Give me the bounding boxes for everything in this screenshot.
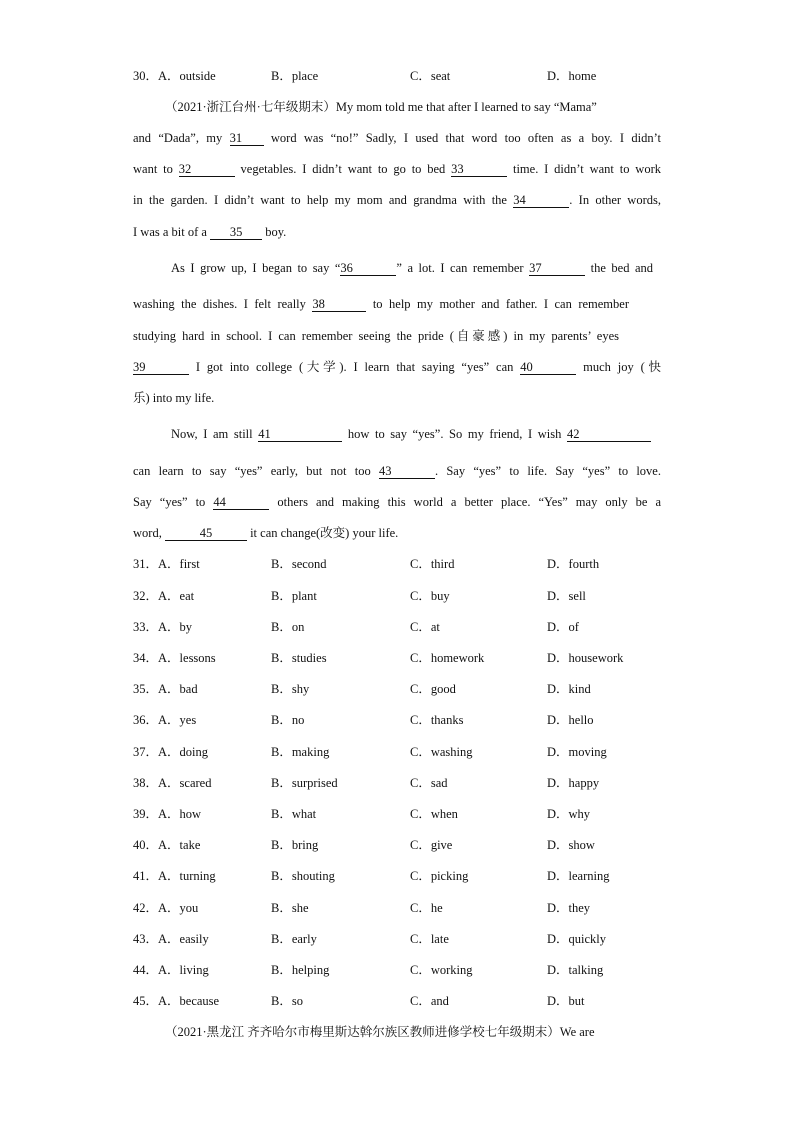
question-32-options [133, 588, 673, 604]
passage-line-11 [171, 426, 651, 442]
blank-39[interactable]: 39 [133, 360, 189, 375]
option-a-text: A．scared [158, 776, 212, 790]
option-a[interactable]: A．outside [158, 69, 216, 83]
option-a[interactable] [133, 868, 216, 884]
option-a[interactable] [133, 712, 196, 728]
option-a[interactable] [133, 962, 209, 978]
option-d[interactable]: D．quickly [547, 932, 607, 946]
option-d[interactable]: D．home [547, 69, 597, 83]
option-a-text: A．doing [158, 745, 209, 759]
blank-33[interactable]: 33 [451, 162, 507, 177]
option-c[interactable]: C．sad [410, 776, 448, 790]
blank-44[interactable]: 44 [213, 495, 269, 510]
option-a-text: A．lessons [158, 651, 216, 665]
option-a-text: A．you [158, 901, 199, 915]
option-a[interactable] [133, 619, 192, 635]
option-a[interactable] [133, 588, 194, 604]
passage-text: much joy (快 [576, 360, 661, 374]
passage-line-7 [133, 296, 629, 312]
passage-text: Now, I am still [171, 427, 259, 441]
option-d[interactable]: D．but [547, 994, 585, 1008]
option-d[interactable]: D．of [547, 620, 579, 634]
question-number: 36． [133, 713, 159, 727]
passage-text: and “Dada”, my [133, 131, 230, 145]
passage-text: 乐) into my life. [133, 391, 215, 405]
option-b[interactable]: B．helping [271, 963, 330, 977]
passage-text: word, [133, 526, 165, 540]
question-number: 43． [133, 932, 159, 946]
option-a[interactable] [133, 993, 219, 1009]
option-a-text: A．easily [158, 932, 209, 946]
option-a-text: A．by [158, 620, 193, 634]
blank-35[interactable]: 35 [210, 225, 262, 240]
option-b[interactable]: B．she [271, 901, 309, 915]
question-number: 39． [133, 807, 159, 821]
blank-38[interactable]: 38 [312, 297, 366, 312]
passage-text: can learn to say “yes” early, but not too [133, 464, 379, 478]
option-d[interactable]: D．learning [547, 869, 610, 883]
passage-text: others and making this world a better place. “Yes” may only be a [269, 495, 661, 509]
option-d[interactable]: D．show [547, 838, 595, 852]
option-a-text: A．yes [158, 713, 197, 727]
question-45-options [133, 993, 673, 1009]
option-d[interactable]: D．talking [547, 963, 604, 977]
passage-line-6 [171, 260, 653, 276]
passage-line-14 [133, 525, 661, 541]
passage-line-10 [133, 390, 661, 406]
question-number: 41． [133, 869, 159, 883]
blank-31[interactable]: 31 [230, 131, 264, 146]
option-a-text: A．living [158, 963, 209, 977]
passage-line-1 [165, 99, 645, 115]
question-33-options [133, 619, 673, 635]
question-number-text: 30． [133, 69, 159, 83]
blank-41[interactable]: 41 [258, 427, 342, 442]
passage-line-8 [133, 328, 619, 344]
option-b[interactable]: B．shy [271, 682, 310, 696]
option-d[interactable]: D．why [547, 807, 591, 821]
passage-text: （2021·黑龙江 齐齐哈尔市梅里斯达斡尔族区教师进修学校七年级期末）We are [165, 1025, 595, 1039]
passage-text: （2021·浙江台州·七年级期末）My mom told me that after I learned to say “Mama” [165, 100, 597, 114]
option-c[interactable]: C．thanks [410, 713, 464, 727]
passage-text: want to [133, 162, 179, 176]
option-a[interactable] [133, 744, 208, 760]
passage-text: Say “yes” to [133, 495, 214, 509]
passage-text: I was a bit of a [133, 225, 211, 239]
blank-34[interactable]: 34 [513, 193, 569, 208]
option-c[interactable]: C．good [410, 682, 456, 696]
question-number: 34． [133, 651, 159, 665]
passage-text: . Say “yes” to life. Say “yes” to love. [434, 464, 661, 478]
option-a-text: A．take [158, 838, 201, 852]
option-a[interactable] [133, 806, 201, 822]
question-number: 44． [133, 963, 159, 977]
option-b[interactable]: B．so [271, 994, 303, 1008]
option-d[interactable]: D．moving [547, 745, 607, 759]
option-c[interactable]: C．third [410, 557, 455, 571]
option-b[interactable]: B．making [271, 745, 330, 759]
option-d[interactable]: D．fourth [547, 557, 600, 571]
question-number: 37． [133, 745, 159, 759]
option-d[interactable]: D．sell [547, 589, 586, 603]
option-b[interactable]: B．no [271, 713, 305, 727]
passage-line-3 [133, 161, 661, 177]
option-a-text: A．first [158, 557, 200, 571]
option-d[interactable]: D．happy [547, 776, 600, 790]
passage-line-13 [133, 494, 661, 510]
option-b[interactable]: B．shouting [271, 869, 335, 883]
option-b[interactable]: B．second [271, 557, 327, 571]
question-number: 31． [133, 557, 159, 571]
question-36-options [133, 712, 673, 728]
option-b[interactable]: B．bring [271, 838, 319, 852]
question-40-options [133, 837, 673, 853]
next-passage-header [165, 1024, 645, 1040]
question-number: 40． [133, 838, 159, 852]
option-a-text: A．how [158, 807, 202, 821]
passage-line-4 [133, 192, 661, 208]
question-30-options [133, 68, 673, 84]
option-c[interactable]: C．buy [410, 589, 450, 603]
question-44-options [133, 962, 673, 978]
option-a[interactable] [133, 681, 198, 697]
question-number: 45． [133, 994, 159, 1008]
question-number: 38． [133, 776, 159, 790]
passage-text: studying hard in school. I can remember seeing the pride (自豪感) in my parents’ eyes [133, 329, 619, 343]
passage-text: word was “no!” Sadly, I used that word too often as a boy. I didn’t [263, 131, 661, 145]
passage-line-2 [133, 130, 661, 146]
passage-text: As I grow up, I began to say “ [171, 261, 341, 275]
blank-37[interactable]: 37 [529, 261, 585, 276]
question-number: 42． [133, 901, 159, 915]
option-a-text: A．bad [158, 682, 198, 696]
option-b[interactable]: B．surprised [271, 776, 338, 790]
passage-text: in the garden. I didn’t want to help my mom and grandma with the [133, 193, 514, 207]
option-b[interactable]: B．plant [271, 589, 317, 603]
option-c[interactable]: C．working [410, 963, 473, 977]
question-42-options [133, 900, 673, 916]
passage-text: washing the dishes. I felt really [133, 297, 313, 311]
question-31-options [133, 556, 673, 572]
option-d[interactable]: D．they [547, 901, 591, 915]
option-b[interactable]: B．early [271, 932, 317, 946]
passage-text: to help my mother and father. I can remember [366, 297, 629, 311]
passage-text: I got into college (大学). I learn that saying “yes” can [189, 360, 521, 374]
question-34-options [133, 650, 673, 666]
option-a[interactable] [133, 837, 200, 853]
option-c[interactable]: C．at [410, 620, 440, 634]
option-a[interactable] [133, 650, 216, 666]
question-number: 35． [133, 682, 159, 696]
passage-line-9 [133, 359, 661, 375]
option-a[interactable] [133, 556, 200, 572]
option-a-text: A．turning [158, 869, 216, 883]
option-b[interactable]: B．on [271, 620, 305, 634]
blank-42[interactable]: 42 [567, 427, 651, 442]
option-b[interactable]: B．what [271, 807, 317, 821]
passage-text: boy. [262, 225, 287, 239]
option-d[interactable]: D．kind [547, 682, 591, 696]
option-c[interactable]: C．late [410, 932, 449, 946]
question-number: 32． [133, 589, 159, 603]
option-a-text: A．eat [158, 589, 195, 603]
question-38-options [133, 775, 673, 791]
blank-43[interactable]: 43 [379, 464, 435, 479]
question-35-options [133, 681, 673, 697]
passage-text: vegetables. I didn’t want to go to bed [234, 162, 452, 176]
option-c[interactable]: C．and [410, 994, 449, 1008]
passage-text: it can change(改变) your life. [246, 526, 399, 540]
option-d[interactable]: D．hello [547, 713, 594, 727]
question-39-options [133, 806, 673, 822]
option-c[interactable]: C．give [410, 838, 453, 852]
option-a[interactable] [133, 775, 211, 791]
passage-line-12 [133, 463, 661, 479]
option-c[interactable]: C．when [410, 807, 458, 821]
option-a[interactable] [133, 931, 209, 947]
option-d[interactable]: D．housework [547, 651, 624, 665]
option-a[interactable] [133, 900, 198, 916]
blank-45[interactable]: 45 [165, 526, 247, 541]
option-b[interactable]: B．studies [271, 651, 327, 665]
option-c[interactable]: C．picking [410, 869, 469, 883]
option-b[interactable]: B．place [271, 69, 319, 83]
option-c[interactable]: C．he [410, 901, 443, 915]
option-c[interactable]: C．homework [410, 651, 485, 665]
blank-40[interactable]: 40 [520, 360, 576, 375]
question-number: 33． [133, 620, 159, 634]
passage-text: how to say “yes”. So my friend, I wish [342, 427, 567, 441]
passage-line-5 [133, 224, 661, 240]
question-43-options [133, 931, 673, 947]
passage-text: . In other words, [569, 193, 661, 207]
blank-32[interactable]: 32 [179, 162, 235, 177]
option-c[interactable]: C．seat [410, 69, 451, 83]
question-41-options [133, 868, 673, 884]
question-37-options [133, 744, 673, 760]
question-number [133, 68, 216, 84]
option-a-text: A．because [158, 994, 220, 1008]
option-c[interactable]: C．washing [410, 745, 473, 759]
passage-text: the bed and [585, 261, 653, 275]
passage-text: time. I didn’t want to work [507, 162, 661, 176]
blank-36[interactable]: 36 [340, 261, 396, 276]
passage-text: ” a lot. I can remember [396, 261, 530, 275]
